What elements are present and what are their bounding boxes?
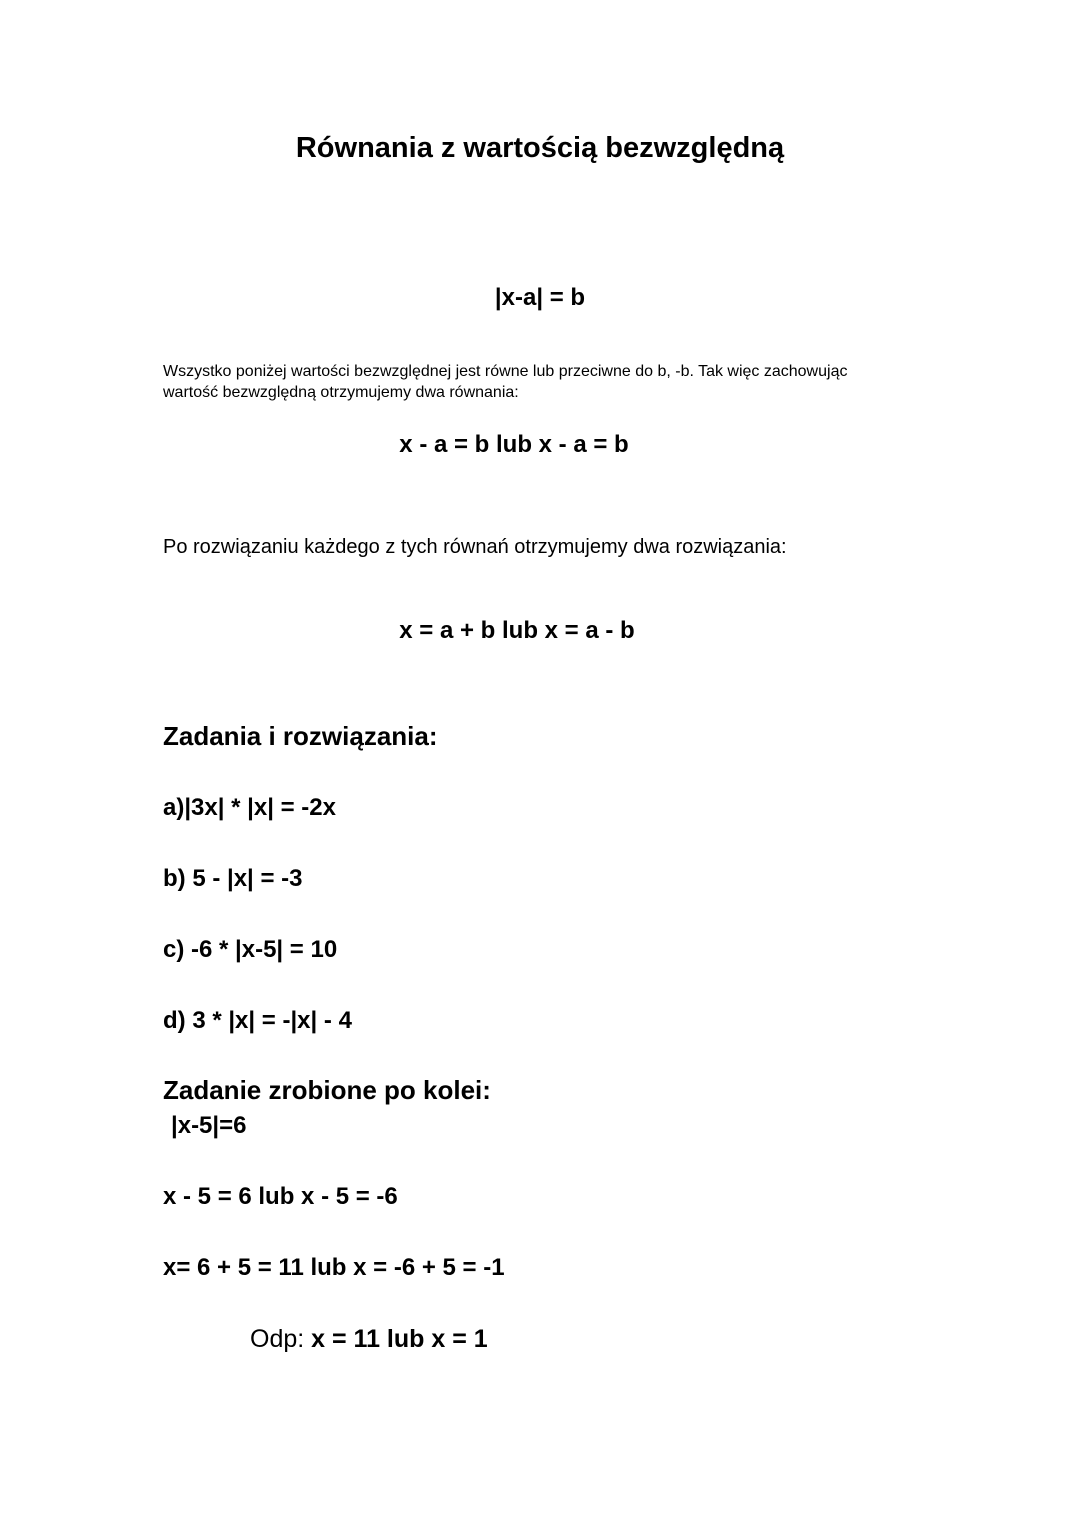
task-a: a)|3x| * |x| = -2x: [163, 794, 336, 821]
page-title: Równania z wartością bezwzględną: [295, 132, 785, 164]
solution-step-2: x= 6 + 5 = 11 lub x = -6 + 5 = -1: [163, 1254, 505, 1281]
solved-equation: |x-5|=6: [171, 1112, 247, 1139]
equations-pair: x - a = b lub x - a = b: [399, 431, 629, 458]
task-d: d) 3 * |x| = -|x| - 4: [163, 1007, 352, 1034]
solved-heading: Zadanie zrobione po kolei:: [163, 1075, 491, 1105]
answer-line: [250, 1325, 488, 1354]
main-formula: |x-a| = b: [494, 284, 586, 311]
solution-step-1: x - 5 = 6 lub x - 5 = -6: [163, 1183, 398, 1210]
answer-label: Odp:: [250, 1325, 312, 1353]
solutions-formula: x = a + b lub x = a - b: [399, 617, 635, 644]
task-b: b) 5 - |x| = -3: [163, 865, 303, 892]
intro-paragraph: Wszystko poniżej wartości bezwzględnej jest równe lub przeciwne do b, -b. Tak więc zachowując wartość bezwzględną otrzymujemy dwa równania:: [163, 363, 848, 401]
answer-value: x = 11 lub x = 1: [311, 1325, 488, 1353]
tasks-heading: Zadania i rozwiązania:: [163, 721, 438, 751]
task-c: c) -6 * |x-5| = 10: [163, 936, 338, 963]
solutions-paragraph: Po rozwiązaniu każdego z tych równań otrzymujemy dwa rozwiązania:: [163, 536, 787, 558]
